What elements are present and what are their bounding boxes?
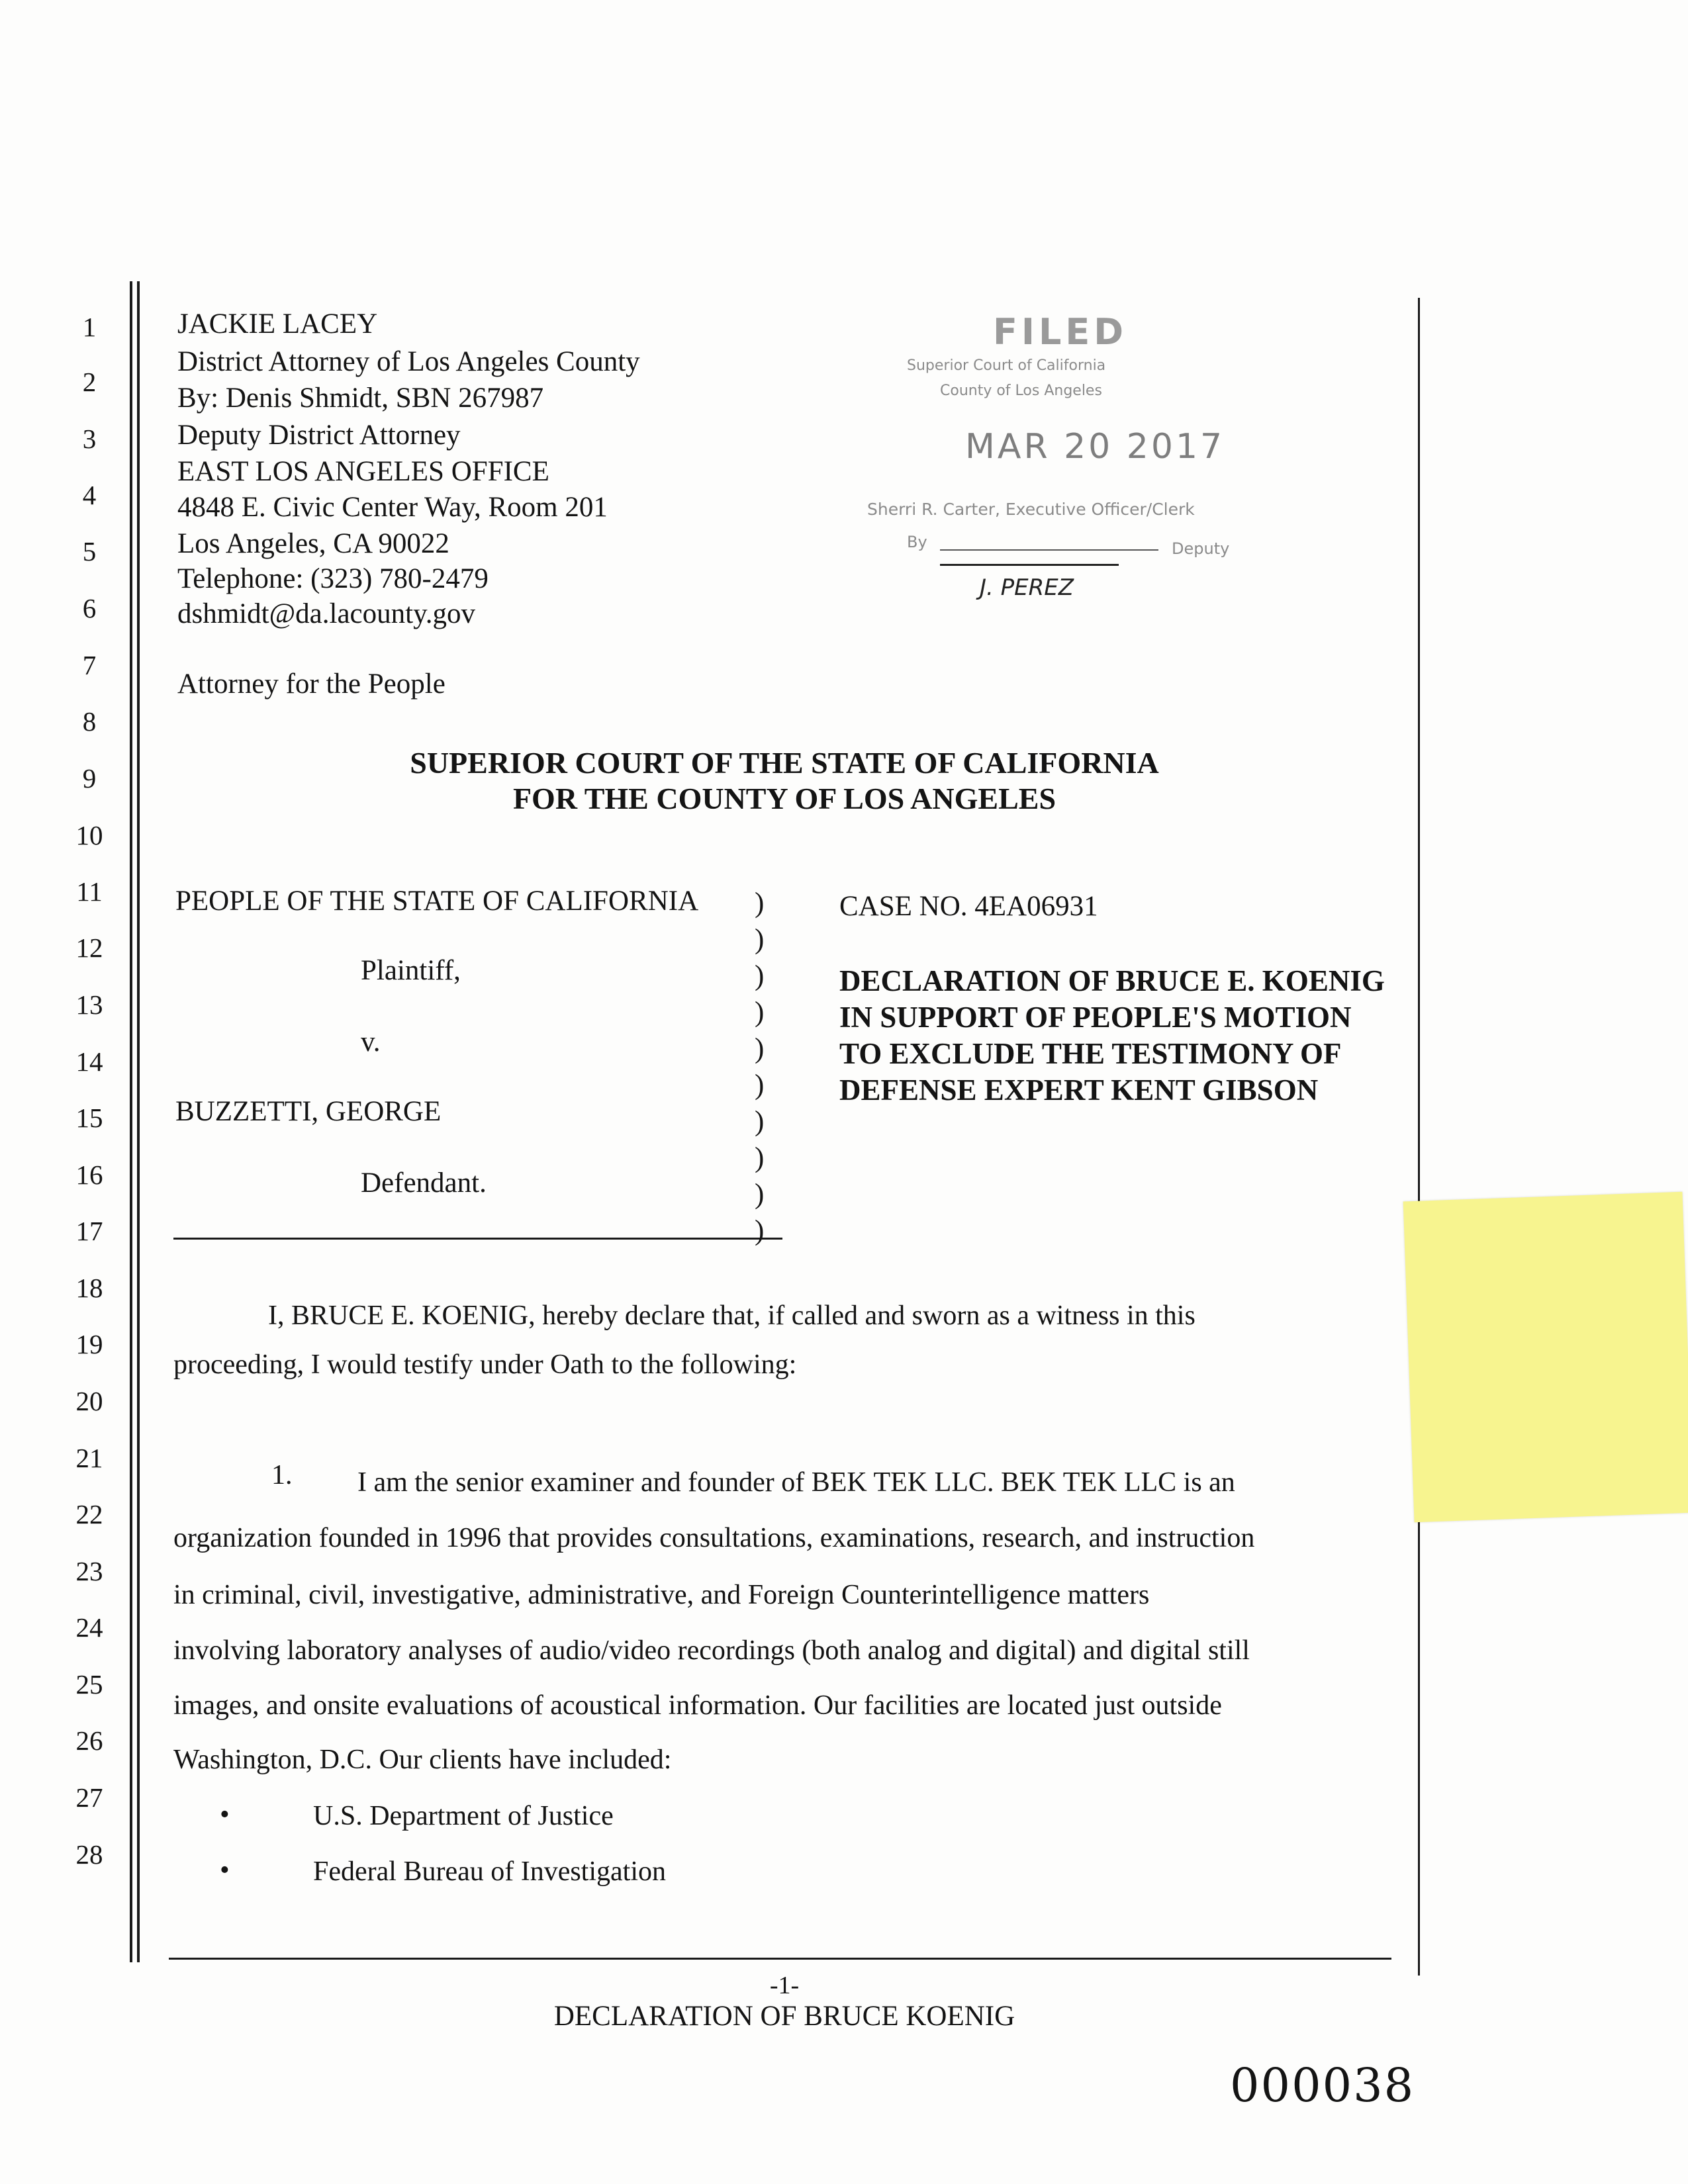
deputy-name: By: Denis Shmidt, SBN 267987 bbox=[177, 383, 544, 414]
line-number: 14 bbox=[75, 1046, 103, 1077]
line-number: 15 bbox=[75, 1103, 103, 1133]
line-number: 8 bbox=[82, 706, 97, 737]
line-number: 22 bbox=[75, 1499, 103, 1529]
caption-paren: ) bbox=[755, 924, 765, 955]
stamp-filed: FILED bbox=[993, 311, 1128, 353]
paragraph-number: 1. bbox=[271, 1460, 293, 1490]
defendant-label: Defendant. bbox=[361, 1167, 487, 1199]
caption-paren: ) bbox=[755, 1215, 765, 1246]
margin-rule-left-outer bbox=[130, 281, 132, 1962]
line-number: 3 bbox=[82, 424, 97, 454]
line-number: 20 bbox=[75, 1386, 103, 1416]
stamp-underline bbox=[940, 564, 1119, 566]
line-number: 28 bbox=[75, 1839, 103, 1870]
caption-paren: ) bbox=[755, 1033, 765, 1064]
plaintiff-label: Plaintiff, bbox=[361, 955, 461, 986]
caption-paren: ) bbox=[755, 1106, 765, 1137]
margin-rule-left-inner bbox=[137, 281, 140, 1962]
attorney-title: District Attorney of Los Angeles County bbox=[177, 346, 640, 377]
document-title-line-1: DECLARATION OF BRUCE E. KOENIG bbox=[839, 964, 1385, 997]
stamp-county: County of Los Angeles bbox=[940, 383, 1102, 399]
intro-line-1: I, BRUCE E. KOENIG, hereby declare that, if called and sworn as a witness in this bbox=[268, 1300, 1196, 1331]
line-number: 25 bbox=[75, 1669, 103, 1700]
stamp-date: MAR 20 2017 bbox=[965, 427, 1225, 467]
stamp-signature: J. PEREZ bbox=[980, 574, 1074, 601]
line-number: 16 bbox=[75, 1160, 103, 1190]
line-number: 23 bbox=[75, 1556, 103, 1586]
line-number: 18 bbox=[75, 1273, 103, 1303]
line-number: 12 bbox=[75, 933, 103, 963]
versus: v. bbox=[361, 1026, 381, 1058]
address-city: Los Angeles, CA 90022 bbox=[177, 528, 449, 559]
caption-paren: ) bbox=[755, 1069, 765, 1101]
footer-title: DECLARATION OF BRUCE KOENIG bbox=[553, 2001, 1015, 2032]
line-number: 26 bbox=[75, 1725, 103, 1756]
para1-line-6: Washington, D.C. Our clients have included: bbox=[173, 1745, 672, 1775]
margin-rule-right bbox=[1418, 298, 1420, 1976]
caption-paren: ) bbox=[755, 887, 765, 919]
bullet: • bbox=[220, 1799, 230, 1830]
court-title-line-2: FOR THE COUNTY OF LOS ANGELES bbox=[512, 782, 1056, 815]
plaintiff-party: PEOPLE OF THE STATE OF CALIFORNIA bbox=[175, 886, 699, 917]
address-street: 4848 E. Civic Center Way, Room 201 bbox=[177, 492, 608, 523]
intro-line-2: proceeding, I would testify under Oath to the following: bbox=[173, 1349, 797, 1380]
client-item: Federal Bureau of Investigation bbox=[313, 1856, 666, 1887]
document-title-line-4: DEFENSE EXPERT KENT GIBSON bbox=[839, 1073, 1319, 1107]
para1-line-5: images, and onsite evaluations of acoustical information. Our facilities are located just outside bbox=[173, 1690, 1222, 1721]
footer-rule bbox=[169, 1958, 1391, 1960]
line-number: 2 bbox=[82, 367, 97, 397]
line-number: 9 bbox=[82, 763, 97, 794]
para1-line-1: I am the senior examiner and founder of BEK TEK LLC. BEK TEK LLC is an bbox=[357, 1467, 1235, 1498]
line-number: 21 bbox=[75, 1443, 103, 1473]
stamp-by: By bbox=[907, 533, 927, 551]
caption-rule bbox=[173, 1238, 782, 1240]
line-number: 19 bbox=[75, 1329, 103, 1359]
bates-number: 000038 bbox=[1230, 2058, 1415, 2113]
document-title-line-3: TO EXCLUDE THE TESTIMONY OF bbox=[839, 1037, 1342, 1070]
caption-paren: ) bbox=[755, 1142, 765, 1173]
line-number: 11 bbox=[76, 876, 103, 907]
para1-line-4: involving laboratory analyses of audio/video recordings (both analog and digital) and digital still bbox=[173, 1635, 1250, 1666]
page-number: -1- bbox=[769, 1972, 800, 1999]
caption-paren: ) bbox=[755, 997, 765, 1028]
line-number: 27 bbox=[75, 1782, 103, 1813]
defendant-party: BUZZETTI, GEORGE bbox=[175, 1096, 442, 1127]
line-number: 5 bbox=[82, 536, 97, 567]
attorney-name: JACKIE LACEY bbox=[177, 308, 378, 340]
stamp-deputy: Deputy bbox=[1172, 539, 1230, 558]
email: dshmidt@da.lacounty.gov bbox=[177, 598, 476, 629]
stamp-court: Superior Court of California bbox=[907, 357, 1106, 374]
stamp-officer: Sherri R. Carter, Executive Officer/Clerk bbox=[867, 500, 1195, 519]
para1-line-2: organization founded in 1996 that provides consultations, examinations, research, and instruction bbox=[173, 1523, 1255, 1553]
line-number: 1 bbox=[82, 312, 97, 342]
line-number: 24 bbox=[75, 1612, 103, 1643]
line-number: 17 bbox=[75, 1216, 103, 1246]
telephone: Telephone: (323) 780-2479 bbox=[177, 563, 489, 594]
line-number: 4 bbox=[82, 480, 97, 510]
client-item: U.S. Department of Justice bbox=[313, 1801, 614, 1831]
stamp-signature-line bbox=[940, 549, 1158, 551]
document-title-line-2: IN SUPPORT OF PEOPLE'S MOTION bbox=[839, 1001, 1352, 1034]
court-title-line-1: SUPERIOR COURT OF THE STATE OF CALIFORNIA bbox=[410, 746, 1159, 780]
case-number: CASE NO. 4EA06931 bbox=[839, 891, 1098, 922]
line-number: 6 bbox=[82, 593, 97, 623]
caption-paren: ) bbox=[755, 960, 765, 991]
line-number: 7 bbox=[82, 650, 97, 680]
caption-paren: ) bbox=[755, 1179, 765, 1210]
office-name: EAST LOS ANGELES OFFICE bbox=[177, 456, 549, 487]
deputy-title: Deputy District Attorney bbox=[177, 420, 461, 451]
sticky-note bbox=[1403, 1192, 1688, 1522]
bullet: • bbox=[220, 1855, 230, 1886]
line-number: 10 bbox=[75, 820, 103, 850]
line-number: 13 bbox=[75, 989, 103, 1020]
attorney-for: Attorney for the People bbox=[177, 668, 445, 700]
para1-line-3: in criminal, civil, investigative, administrative, and Foreign Counterintelligence matters bbox=[173, 1580, 1150, 1610]
